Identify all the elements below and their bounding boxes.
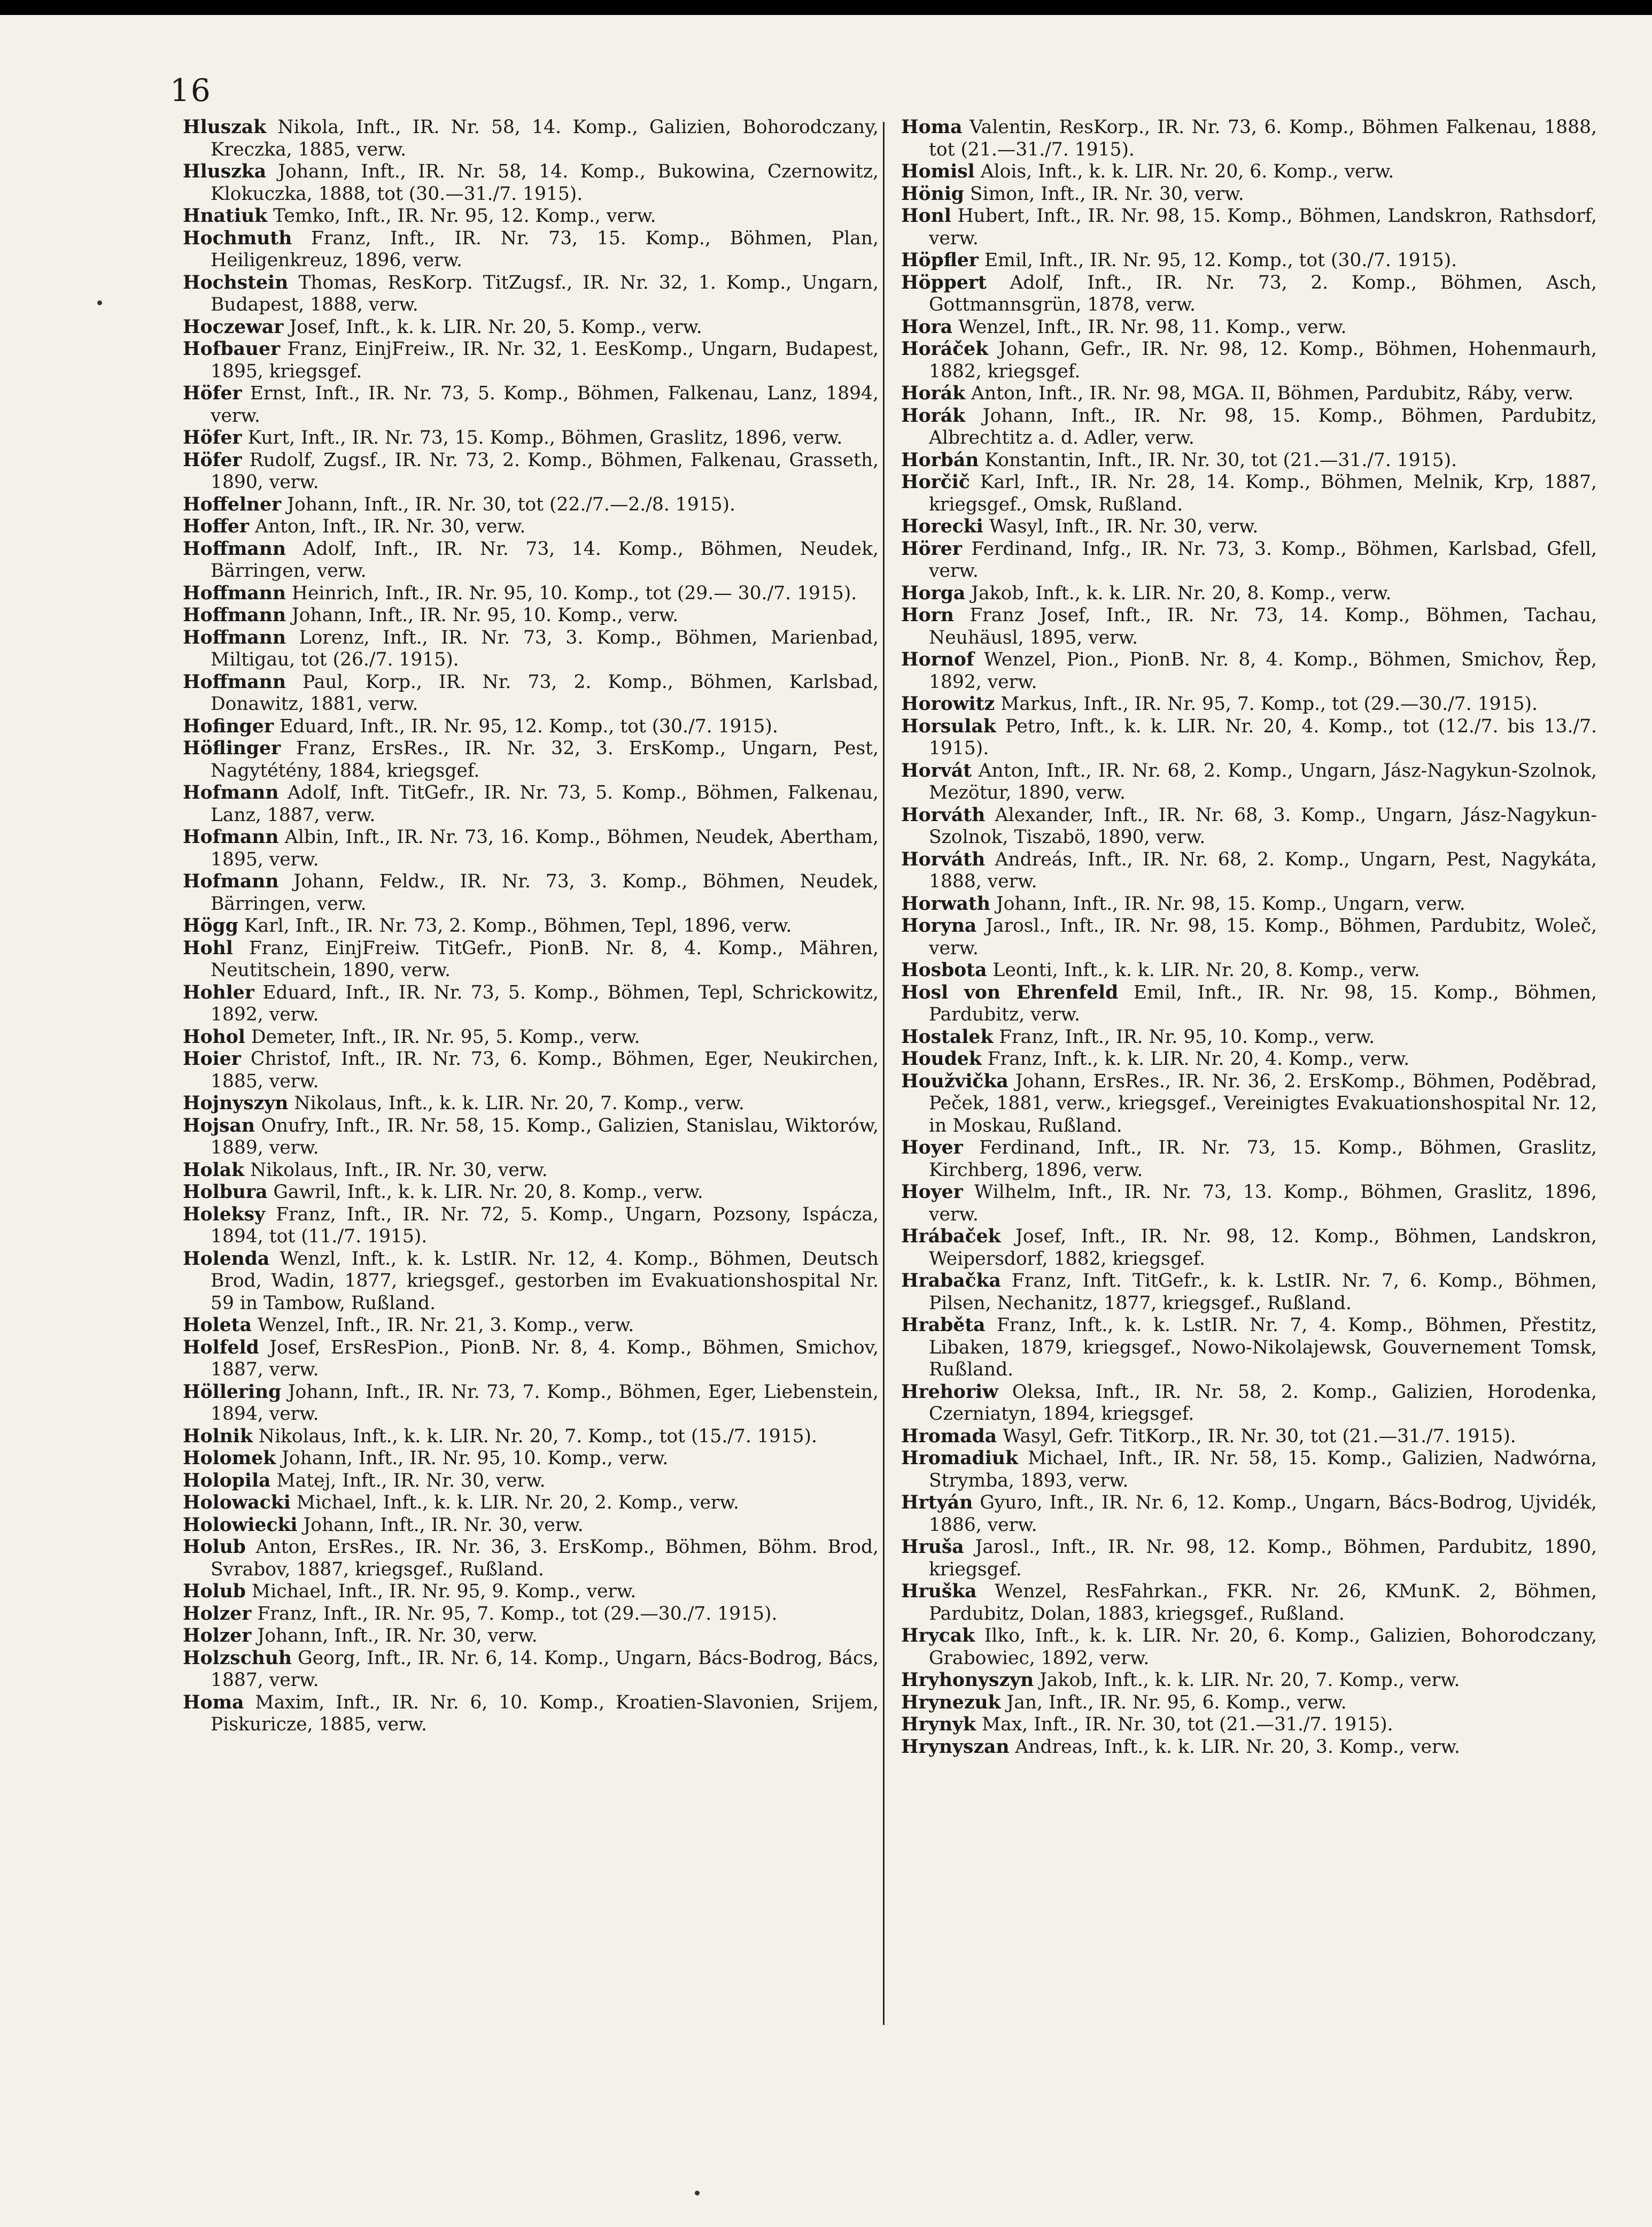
entry-surname: Hörer	[901, 538, 962, 560]
entry-details: Johann, Inft., IR. Nr. 95, 10. Komp., verw.	[285, 605, 679, 626]
register-entry	[183, 1159, 879, 1182]
entry-surname: Höpfler	[901, 250, 979, 271]
entry-details: Anton, Inft., IR. Nr. 68, 2. Komp., Ungarn, Jász-Nagykun-Szolnok, Mezötur, 1890, verw.	[929, 760, 1597, 803]
register-entry	[901, 649, 1597, 693]
register-entry	[183, 1426, 879, 1448]
entry-details: Adolf, Inft., IR. Nr. 73, 14. Komp., Böhmen, Neudek, Bärringen, verw.	[211, 538, 879, 582]
entry-surname: Horn	[901, 605, 954, 626]
register-entry	[183, 871, 879, 915]
register-entry	[183, 1648, 879, 1692]
register-entry	[183, 272, 879, 316]
entry-details: Johann, Gefr., IR. Nr. 98, 12. Komp., Böhmen, Hohenmaurh, 1882, kriegsgef.	[929, 338, 1597, 382]
entry-details: Wasyl, Inft., IR. Nr. 30, verw.	[983, 516, 1259, 537]
entry-surname: Hruša	[901, 1536, 964, 1558]
entry-details: Eduard, Inft., IR. Nr. 95, 12. Komp., tot (30./7. 1915).	[274, 715, 778, 737]
entry-surname: Höppert	[901, 272, 987, 293]
entry-surname: Hnatiuk	[183, 205, 268, 227]
entry-details: Ferdinand, Inft., IR. Nr. 73, 15. Komp., Böhmen, Graslitz, Kirchberg, 1896, verw.	[929, 1137, 1597, 1181]
register-entry	[183, 205, 879, 228]
entry-details: Max, Inft., IR. Nr. 30, tot (21.—31./7. 1915).	[975, 1714, 1393, 1735]
register-entry	[183, 1248, 879, 1315]
entry-details: Josef, Inft., k. k. LIR. Nr. 20, 5. Komp., verw.	[283, 316, 702, 338]
register-entry	[901, 272, 1597, 316]
entry-surname: Hofinger	[183, 715, 274, 737]
register-entry	[183, 605, 879, 627]
entry-details: Andreás, Inft., IR. Nr. 68, 2. Komp., Ungarn, Pest, Nagykáta, 1888, verw.	[929, 848, 1597, 892]
entry-surname: Holak	[183, 1159, 244, 1181]
entry-surname: Hluszka	[183, 161, 267, 182]
entry-surname: Hrynyk	[901, 1714, 976, 1735]
entry-surname: Horecki	[901, 516, 983, 537]
register-entry	[901, 405, 1597, 450]
entry-details: Jan, Inft., IR. Nr. 95, 6. Komp., verw.	[1000, 1691, 1347, 1713]
register-entry	[901, 1137, 1597, 1181]
register-entry	[183, 826, 879, 871]
entry-surname: Hoczewar	[183, 316, 284, 338]
register-entry	[901, 1692, 1597, 1714]
register-entry	[901, 383, 1597, 405]
entry-surname: Houžvička	[901, 1070, 1009, 1092]
entry-surname: Holopila	[183, 1470, 271, 1491]
entry-surname: Höfer	[183, 383, 242, 404]
entry-details: Jarosl., Inft., IR. Nr. 98, 15. Komp., Böhmen, Pardubitz, Woleč, verw.	[929, 915, 1597, 959]
entry-details: Franz, Inft., IR. Nr. 95, 10. Komp., verw.	[993, 1026, 1375, 1048]
register-entry	[901, 538, 1597, 583]
register-entry	[183, 1115, 879, 1159]
entry-details: Alexander, Inft., IR. Nr. 68, 3. Komp., Ungarn, Jász-Nagykun-Szolnok, Tiszabö, 1890, verw.	[929, 804, 1597, 848]
entry-details: Adolf, Inft. TitGefr., IR. Nr. 73, 5. Komp., Böhmen, Falkenau, Lanz, 1887, verw.	[211, 782, 879, 826]
entry-details: Johann, ErsRes., IR. Nr. 36, 2. ErsKomp., Böhmen, Poděbrad, Peček, 1881, verw., kriegsgef., Vereinigtes Evakuationshospital Nr. 12, in Moskau, Rußland.	[929, 1070, 1597, 1136]
register-entry	[183, 915, 879, 938]
entry-details: Kurt, Inft., IR. Nr. 73, 15. Komp., Böhmen, Graslitz, 1896, verw.	[242, 427, 843, 449]
register-entry	[183, 1204, 879, 1248]
register-entry	[183, 494, 879, 516]
register-entry	[901, 805, 1597, 849]
entry-details: Demeter, Inft., IR. Nr. 95, 5. Komp., verw.	[245, 1026, 640, 1048]
entry-surname: Holbura	[183, 1181, 268, 1203]
register-entry	[901, 583, 1597, 605]
entry-details: Johann, Inft., IR. Nr. 30, verw.	[251, 1625, 538, 1646]
register-entry	[901, 250, 1597, 272]
entry-details: Nikolaus, Inft., k. k. LIR. Nr. 20, 7. Komp., tot (15./7. 1915).	[252, 1425, 818, 1447]
register-entry	[183, 516, 879, 538]
entry-surname: Hönig	[901, 183, 964, 205]
entry-details: Johann, Inft., IR. Nr. 30, verw.	[297, 1514, 584, 1536]
entry-surname: Hoffelner	[183, 493, 282, 515]
register-entry	[901, 1270, 1597, 1314]
entry-details: Wenzel, Pion., PionB. Nr. 8, 4. Komp., Böhmen, Smichov, Řep, 1892, verw.	[929, 649, 1597, 693]
register-entry	[183, 1603, 879, 1626]
entry-surname: Horváth	[901, 804, 986, 826]
entry-details: Franz, Inft., IR. Nr. 95, 7. Komp., tot (29.—30./7. 1915).	[251, 1603, 778, 1625]
entry-surname: Höfer	[183, 427, 242, 449]
register-entry	[901, 1448, 1597, 1492]
entry-details: Franz, Inft., IR. Nr. 72, 5. Komp., Ungarn, Pozsony, Ispácza, 1894, tot (11./7. 1915).	[211, 1203, 879, 1247]
register-entry	[901, 605, 1597, 649]
entry-details: Franz, Inft., IR. Nr. 73, 15. Komp., Böhmen, Plan, Heiligenkreuz, 1896, verw.	[211, 227, 879, 271]
entry-details: Josef, Inft., IR. Nr. 98, 12. Komp., Böhmen, Landskron, Weipersdorf, 1882, kriegsgef.	[929, 1226, 1597, 1270]
entry-surname: Holfeld	[183, 1336, 259, 1358]
register-entry	[901, 960, 1597, 982]
entry-details: Jakob, Inft., k. k. LIR. Nr. 20, 8. Komp., verw.	[965, 582, 1392, 604]
entry-details: Wenzel, Inft., IR. Nr. 98, 11. Komp., verw.	[952, 316, 1347, 338]
left-column	[183, 117, 879, 1736]
entry-surname: Hoffmann	[183, 627, 286, 648]
register-entry	[183, 1337, 879, 1381]
entry-details: Alois, Inft., k. k. LIR. Nr. 20, 6. Komp., verw.	[974, 161, 1394, 182]
entry-details: Nikolaus, Inft., k. k. LIR. Nr. 20, 7. Komp., verw.	[288, 1093, 744, 1114]
entry-details: Michael, Inft., IR. Nr. 58, 15. Komp., Galizien, Nadwórna, Strymba, 1893, verw.	[929, 1448, 1597, 1491]
entry-details: Ernst, Inft., IR. Nr. 73, 5. Komp., Böhmen, Falkenau, Lanz, 1894, verw.	[211, 383, 879, 427]
entry-details: Wenzel, Inft., IR. Nr. 21, 3. Komp., verw.	[251, 1314, 634, 1336]
entry-surname: Hruška	[901, 1581, 977, 1602]
entry-details: Johann, Feldw., IR. Nr. 73, 3. Komp., Böhmen, Neudek, Bärringen, verw.	[211, 871, 879, 915]
entry-details: Johann, Inft., IR. Nr. 30, tot (22./7.—2./8. 1915).	[281, 493, 735, 515]
register-entry	[183, 1536, 879, 1581]
entry-details: Wenzl, Inft., k. k. LstIR. Nr. 12, 4. Komp., Böhmen, Deutsch Brod, Wadin, 1877, kriegsgef., gestorben im Evakuationshospital Nr. 59 in Tambow, Rußland.	[211, 1248, 879, 1314]
entry-surname: Hojnyszyn	[183, 1093, 289, 1114]
entry-surname: Hochstein	[183, 272, 289, 293]
entry-surname: Horák	[901, 405, 966, 427]
entry-surname: Hosbota	[901, 960, 987, 981]
entry-details: Franz, Inft., k. k. LstIR. Nr. 7, 4. Komp., Böhmen, Přestitz, Libaken, 1879, kriegsgef., Nowo-Nikolajewsk, Gouvernement Tomsk, Rußland.	[929, 1314, 1597, 1380]
scan-speck	[695, 2191, 700, 2195]
entry-surname: Horčič	[901, 471, 970, 493]
entry-details: Hubert, Inft., IR. Nr. 98, 15. Komp., Böhmen, Landskron, Rathsdorf, verw.	[929, 205, 1597, 249]
register-entry	[183, 982, 879, 1026]
register-entry	[901, 1026, 1597, 1049]
register-entry	[183, 1581, 879, 1603]
register-entry	[183, 1448, 879, 1470]
entry-surname: Hoffer	[183, 516, 250, 537]
entry-surname: Hromadiuk	[901, 1448, 1018, 1469]
entry-details: Anton, ErsRes., IR. Nr. 36, 3. ErsKomp., Böhmen, Böhm. Brod, Svrabov, 1887, kriegsgef., Rußland.	[211, 1536, 879, 1580]
entry-details: Franz, EinjFreiw., IR. Nr. 32, 1. EesKomp., Ungarn, Budapest, 1895, kriegsgef.	[211, 338, 879, 382]
entry-details: Heinrich, Inft., IR. Nr. 95, 10. Komp., tot (29.— 30./7. 1915).	[285, 582, 857, 604]
entry-details: Matej, Inft., IR. Nr. 30, verw.	[270, 1470, 546, 1491]
entry-details: Ferdinand, Infg., IR. Nr. 73, 3. Komp., Böhmen, Karlsbad, Gfell, verw.	[929, 538, 1597, 582]
register-entry	[183, 383, 879, 427]
entry-surname: Holzschuh	[183, 1647, 292, 1669]
register-entry	[901, 1381, 1597, 1426]
entry-details: Nikola, Inft., IR. Nr. 58, 14. Komp., Galizien, Bohorodczany, Kreczka, 1885, verw.	[211, 117, 879, 160]
entry-surname: Hostalek	[901, 1026, 994, 1048]
entry-surname: Holeksy	[183, 1203, 266, 1225]
register-entry	[183, 938, 879, 982]
entry-surname: Horwath	[901, 893, 990, 915]
entry-surname: Hohl	[183, 937, 233, 959]
entry-surname: Hoffmann	[183, 582, 286, 604]
entry-surname: Hoffmann	[183, 605, 286, 626]
entry-details: Jarosl., Inft., IR. Nr. 98, 12. Komp., Böhmen, Pardubitz, 1890, kriegsgef.	[929, 1536, 1597, 1580]
register-entry	[901, 915, 1597, 960]
entry-details: Wilhelm, Inft., IR. Nr. 73, 13. Komp., Böhmen, Graslitz, 1896, verw.	[929, 1181, 1597, 1225]
register-entry	[901, 1426, 1597, 1448]
register-entry	[901, 205, 1597, 250]
register-entry	[183, 583, 879, 605]
register-entry	[901, 1492, 1597, 1536]
register-entry	[901, 1314, 1597, 1381]
register-entry	[901, 1625, 1597, 1669]
entry-surname: Hraběta	[901, 1314, 986, 1336]
entry-details: Johann, Inft., IR. Nr. 95, 10. Komp., verw.	[276, 1448, 669, 1469]
entry-details: Georg, Inft., IR. Nr. 6, 14. Komp., Ungarn, Bács-Bodrog, Bács, 1887, verw.	[211, 1647, 879, 1691]
register-entry	[183, 1470, 879, 1493]
entry-surname: Hoyer	[901, 1137, 963, 1158]
register-entry	[901, 183, 1597, 206]
entry-surname: Hrabačka	[901, 1270, 1001, 1292]
register-entry	[901, 1536, 1597, 1581]
entry-surname: Holomek	[183, 1448, 276, 1469]
entry-surname: Holeta	[183, 1314, 252, 1336]
entry-surname: Hrynyszan	[901, 1736, 1010, 1758]
entry-details: Johann, Inft., IR. Nr. 98, 15. Komp., Ungarn, verw.	[990, 893, 1465, 915]
entry-surname: Hora	[901, 316, 953, 338]
register-entry	[901, 450, 1597, 472]
entry-details: Adolf, Inft., IR. Nr. 73, 2. Komp., Böhmen, Asch, Gottmannsgrün, 1878, verw.	[929, 272, 1597, 315]
entry-details: Onufry, Inft., IR. Nr. 58, 15. Komp., Galizien, Stanislau, Wiktorów, 1889, verw.	[211, 1115, 879, 1158]
register-entry	[901, 161, 1597, 183]
entry-surname: Hrynezuk	[901, 1691, 1001, 1713]
entry-surname: Horsulak	[901, 715, 996, 737]
register-entry	[901, 1669, 1597, 1692]
register-entry	[183, 117, 879, 161]
entry-surname: Hoffmann	[183, 671, 286, 693]
entry-details: Josef, ErsResPion., PionB. Nr. 8, 4. Komp., Böhmen, Smichov, 1887, verw.	[211, 1336, 879, 1380]
entry-surname: Holenda	[183, 1248, 270, 1270]
entry-details: Oleksa, Inft., IR. Nr. 58, 2. Komp., Galizien, Horodenka, Czerniatyn, 1894, kriegsgef.	[929, 1381, 1597, 1425]
entry-details: Markus, Inft., IR. Nr. 95, 7. Komp., tot (29.—30./7. 1915).	[995, 693, 1538, 715]
entry-surname: Hornof	[901, 649, 974, 670]
entry-surname: Hoyer	[901, 1181, 963, 1203]
register-entry	[183, 716, 879, 738]
register-entry	[183, 538, 879, 583]
entry-details: Karl, Inft., IR. Nr. 73, 2. Komp., Böhmen, Tepl, 1896, verw.	[238, 915, 792, 937]
register-entry	[183, 738, 879, 782]
entry-details: Anton, Inft., IR. Nr. 98, MGA. II, Böhmen, Pardubitz, Ráby, verw.	[965, 383, 1574, 404]
register-entry	[183, 782, 879, 826]
entry-details: Ilko, Inft., k. k. LIR. Nr. 20, 6. Komp., Galizien, Bohorodczany, Grabowiec, 1892, verw.	[929, 1625, 1597, 1669]
entry-surname: Horbán	[901, 449, 979, 471]
entry-surname: Hrehoriw	[901, 1381, 998, 1403]
entry-surname: Horvát	[901, 760, 972, 782]
entry-details: Michael, Inft., k. k. LIR. Nr. 20, 2. Komp., verw.	[290, 1492, 739, 1513]
register-entry	[901, 1581, 1597, 1625]
entry-surname: Hrycak	[901, 1625, 975, 1646]
entry-surname: Höllering	[183, 1381, 282, 1403]
entry-details: Johann, Inft., IR. Nr. 98, 15. Komp., Böhmen, Pardubitz, Albrechtitz a. d. Adler, verw.	[929, 405, 1597, 449]
entry-details: Maxim, Inft., IR. Nr. 6, 10. Komp., Kroatien-Slavonien, Srijem, Piskuricze, 1885, verw.	[211, 1691, 879, 1735]
entry-surname: Höflinger	[183, 738, 281, 759]
register-entry	[183, 338, 879, 383]
register-entry	[901, 1736, 1597, 1759]
entry-details: Gyuro, Inft., IR. Nr. 6, 12. Komp., Ungarn, Bács-Bodrog, Ujvidék, 1886, verw.	[929, 1492, 1597, 1536]
entry-details: Franz Josef, Inft., IR. Nr. 73, 14. Komp., Böhmen, Tachau, Neuhäusl, 1895, verw.	[929, 605, 1597, 648]
entry-surname: Hofbauer	[183, 338, 281, 360]
entry-surname: Hrábaček	[901, 1226, 1001, 1247]
entry-details: Anton, Inft., IR. Nr. 30, verw.	[249, 516, 526, 537]
register-entry	[183, 1625, 879, 1648]
register-entry	[901, 516, 1597, 538]
entry-surname: Hrtyán	[901, 1492, 973, 1513]
entry-surname: Holnik	[183, 1425, 253, 1447]
entry-details: Paul, Korp., IR. Nr. 73, 2. Komp., Böhmen, Karlsbad, Donawitz, 1881, verw.	[211, 671, 879, 715]
entry-details: Johann, Inft., IR. Nr. 58, 14. Komp., Bukowina, Czernowitz, Klokuczka, 1888, tot (30.—31./7. 1915).	[211, 161, 879, 205]
entry-surname: Homa	[183, 1691, 244, 1713]
register-entry	[901, 471, 1597, 516]
entry-surname: Högg	[183, 915, 238, 937]
entry-surname: Höfer	[183, 449, 242, 471]
register-entry	[901, 1071, 1597, 1138]
register-entry	[183, 316, 879, 339]
scan-border	[0, 0, 1652, 15]
entry-surname: Homa	[901, 117, 963, 138]
entry-surname: Hofmann	[183, 826, 279, 848]
entry-details: Karl, Inft., IR. Nr. 28, 14. Komp., Böhmen, Melnik, Krp, 1887, kriegsgef., Omsk, Rußland.	[929, 471, 1597, 515]
entry-details: Konstantin, Inft., IR. Nr. 30, tot (21.—31./7. 1915).	[979, 449, 1457, 471]
register-entry	[901, 760, 1597, 805]
entry-details: Lorenz, Inft., IR. Nr. 73, 3. Komp., Böhmen, Marienbad, Miltigau, tot (26./7. 1915).	[211, 627, 879, 670]
register-entry	[183, 1026, 879, 1049]
entry-details: Michael, Inft., IR. Nr. 95, 9. Komp., verw.	[245, 1581, 637, 1602]
entry-surname: Hochmuth	[183, 227, 292, 249]
register-entry	[183, 627, 879, 671]
register-entry	[901, 693, 1597, 716]
entry-surname: Houdek	[901, 1048, 982, 1070]
entry-details: Franz, Inft. TitGefr., k. k. LstIR. Nr. 7, 6. Komp., Böhmen, Pilsen, Nechanitz, 1877, kriegsgef., Rußland.	[929, 1270, 1597, 1314]
register-entry	[183, 1381, 879, 1426]
entry-details: Albin, Inft., IR. Nr. 73, 16. Komp., Böhmen, Neudek, Abertham, 1895, verw.	[211, 826, 879, 870]
entry-details: Emil, Inft., IR. Nr. 95, 12. Komp., tot (30./7. 1915).	[978, 250, 1457, 271]
entry-details: Franz, Inft., k. k. LIR. Nr. 20, 4. Komp., verw.	[981, 1048, 1410, 1070]
entry-details: Franz, ErsRes., IR. Nr. 32, 3. ErsKomp., Ungarn, Pest, Nagytétény, 1884, kriegsgef.	[211, 738, 879, 782]
register-entry	[183, 427, 879, 450]
entry-details: Rudolf, Zugsf., IR. Nr. 73, 2. Komp., Böhmen, Falkenau, Grasseth, 1890, verw.	[211, 449, 879, 493]
register-entry	[183, 671, 879, 716]
register-entry	[901, 117, 1597, 161]
entry-details: Gawril, Inft., k. k. LIR. Nr. 20, 8. Komp., verw.	[267, 1181, 703, 1203]
entry-surname: Holub	[183, 1581, 246, 1602]
entry-surname: Holowiecki	[183, 1514, 298, 1536]
entry-surname: Hluszak	[183, 117, 267, 138]
entry-surname: Hosl von Ehrenfeld	[901, 981, 1119, 1003]
register-entry	[183, 1692, 879, 1736]
entry-surname: Horyna	[901, 915, 977, 937]
right-column	[901, 117, 1597, 1758]
register-entry	[183, 228, 879, 272]
entry-details: Eduard, Inft., IR. Nr. 73, 5. Komp., Böhmen, Tepl, Schrickowitz, 1892, verw.	[211, 981, 879, 1025]
entry-surname: Horáček	[901, 338, 988, 360]
register-entry	[183, 450, 879, 494]
register-entry	[183, 1093, 879, 1115]
register-entry	[183, 1181, 879, 1204]
register-entry	[901, 1048, 1597, 1071]
entry-details: Andreas, Inft., k. k. LIR. Nr. 20, 3. Komp., verw.	[1009, 1736, 1460, 1758]
entry-details: Leonti, Inft., k. k. LIR. Nr. 20, 8. Komp., verw.	[987, 960, 1420, 981]
register-entry	[901, 316, 1597, 339]
entry-details: Wenzel, ResFahrkan., FKR. Nr. 26, KMunK. 2, Böhmen, Pardubitz, Dolan, 1883, kriegsgef., Rußland.	[929, 1581, 1597, 1625]
register-entry	[901, 982, 1597, 1026]
register-entry	[183, 1048, 879, 1093]
register-entry	[901, 893, 1597, 916]
register-entry	[901, 1181, 1597, 1226]
entry-details: Nikolaus, Inft., IR. Nr. 30, verw.	[244, 1159, 548, 1181]
entry-surname: Holowacki	[183, 1492, 291, 1513]
column-divider	[883, 122, 885, 2025]
register-entry	[183, 1492, 879, 1514]
entry-surname: Holzer	[183, 1625, 252, 1646]
entry-details: Emil, Inft., IR. Nr. 98, 15. Komp., Böhmen, Pardubitz, verw.	[929, 981, 1597, 1025]
entry-details: Wasyl, Gefr. TitKorp., IR. Nr. 30, tot (21.—31./7. 1915).	[997, 1425, 1516, 1447]
entry-details: Christof, Inft., IR. Nr. 73, 6. Komp., Böhmen, Eger, Neukirchen, 1885, verw.	[211, 1048, 879, 1092]
entry-surname: Hromada	[901, 1425, 997, 1447]
register-entry	[183, 1514, 879, 1537]
entry-surname: Hohol	[183, 1026, 245, 1048]
entry-surname: Horváth	[901, 848, 986, 870]
entry-details: Simon, Inft., IR. Nr. 30, verw.	[964, 183, 1244, 205]
entry-surname: Homisl	[901, 161, 975, 182]
entry-details: Franz, EinjFreiw. TitGefr., PionB. Nr. 8, 4. Komp., Mähren, Neutitschein, 1890, verw.	[211, 937, 879, 981]
register-entry	[901, 849, 1597, 893]
scan-speck	[97, 300, 102, 305]
entry-surname: Holzer	[183, 1603, 252, 1625]
register-entry	[901, 716, 1597, 760]
entry-surname: Horga	[901, 582, 966, 604]
entry-surname: Holub	[183, 1536, 246, 1558]
entry-surname: Hoier	[183, 1048, 241, 1070]
entry-surname: Hojsan	[183, 1115, 255, 1136]
entry-details: Temko, Inft., IR. Nr. 95, 12. Komp., verw.	[267, 205, 656, 227]
entry-details: Jakob, Inft., k. k. LIR. Nr. 20, 7. Komp., verw.	[1034, 1669, 1460, 1691]
register-entry	[901, 1714, 1597, 1736]
entry-details: Thomas, ResKorp. TitZugsf., IR. Nr. 32, 1. Komp., Ungarn, Budapest, 1888, verw.	[211, 272, 879, 315]
entry-surname: Honl	[901, 205, 951, 227]
register-entry	[183, 1314, 879, 1337]
entry-surname: Horák	[901, 383, 966, 404]
register-entry	[901, 1226, 1597, 1270]
entry-surname: Hofmann	[183, 782, 279, 803]
entry-surname: Horowitz	[901, 693, 995, 715]
entry-details: Johann, Inft., IR. Nr. 73, 7. Komp., Böhmen, Eger, Liebenstein, 1894, verw.	[211, 1381, 879, 1425]
register-entry	[901, 338, 1597, 383]
entry-surname: Hryhonyszyn	[901, 1669, 1034, 1691]
entry-details: Valentin, ResKorp., IR. Nr. 73, 6. Komp., Böhmen Falkenau, 1888, tot (21.—31./7. 1915).	[929, 117, 1597, 160]
entry-surname: Hoffmann	[183, 538, 286, 560]
page-number: 16	[170, 72, 212, 109]
entry-surname: Hofmann	[183, 871, 279, 892]
entry-surname: Hohler	[183, 981, 254, 1003]
register-entry	[183, 161, 879, 205]
entry-details: Petro, Inft., k. k. LIR. Nr. 20, 4. Komp., tot (12./7. bis 13./7. 1915).	[929, 715, 1597, 759]
